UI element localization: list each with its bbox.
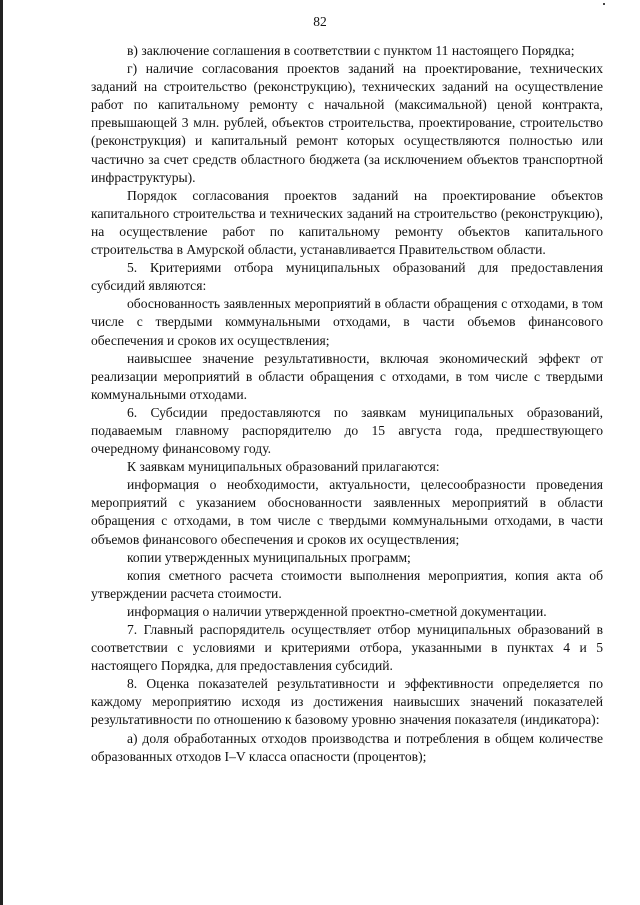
paragraph-item-g: г) наличие согласования проектов заданий на проектирование, технических заданий на строительство (реконструкцию), технических заданий на осуществление работ по капитальному ремонту с начальной (максимальной) ценой контракта, превышающей 3 млн. рублей, объектов строительства, проектирование, строительство (реконструкция) и капитальный ремонт которых осуществляются полностью или частично за счет средств областного бюджета (за исключением объектов транспортной инфраструктуры). bbox=[91, 61, 603, 185]
paragraph-criterion-justification: обоснованность заявленных мероприятий в области обращения с отходами, в том числе с твердыми коммунальными отходами, в части объемов финансового обеспечения и сроков их осуществления; bbox=[91, 296, 603, 348]
page-number: 82 bbox=[313, 14, 327, 29]
paragraph-section-5: 5. Критериями отбора муниципальных образований для предоставления субсидий являются: bbox=[91, 260, 603, 294]
paragraph-approval-procedure: Порядок согласования проектов заданий на проектирование объектов капитального строительства и технических заданий на строительство (реконструкцию), на осуществление работ по капитальному ремонту объектов капитального строительства в Амурской области, устанавливается Правительством области. bbox=[91, 187, 603, 258]
paragraph-attachment-programs: копии утвержденных муниципальных программ; bbox=[127, 549, 411, 565]
paragraph-item-a: а) доля обработанных отходов производства и потребления в общем количестве образованных отходов I–V класса опасности (процентов); bbox=[91, 730, 603, 764]
paragraph-item-v: в) заключение соглашения в соответствии с пунктом 11 настоящего Порядка; bbox=[127, 43, 575, 58]
paragraph-section-6: 6. Субсидии предоставляются по заявкам муниципальных образований, подаваемым главному распорядителю до 15 августа года, предшествующего очередному финансовому году. bbox=[91, 404, 603, 457]
paragraph-attachments-intro: К заявкам муниципальных образований прилагаются: bbox=[127, 459, 440, 475]
paragraph-section-8: 8. Оценка показателей результативности и эффективности определяется по каждому мероприятию исходя из достижения наивысших значений показателей результативности по отношению к базовому уровню значения показателя (индикатора): bbox=[91, 676, 603, 728]
scan-speck bbox=[603, 3, 605, 5]
document-body bbox=[91, 42, 603, 766]
paragraph-attachment-estimate: копия сметного расчета стоимости выполнения мероприятия, копия акта об утверждении расчета стоимости. bbox=[91, 567, 603, 601]
scan-edge-mark bbox=[0, 0, 3, 905]
paragraph-attachment-design-docs: информация о наличии утвержденной проектно-сметной документации. bbox=[127, 603, 547, 619]
paragraph-section-7: 7. Главный распорядитель осуществляет отбор муниципальных образований в соответствии с условиями и критериями отбора, указанными в пунктах 4 и 5 настоящего Порядка, для предоставления субсидий. bbox=[91, 622, 603, 674]
paragraph-criterion-effectiveness: наивысшее значение результативности, включая экономический эффект от реализации мероприятий в области обращения с отходами, в том числе с твердыми коммунальными отходами. bbox=[91, 350, 603, 402]
paragraph-attachment-information: информация о необходимости, актуальности, целесообразности проведения мероприятий с указанием обоснованности заявленных мероприятий в области обращения с отходами, в том числе с твердыми коммунальными отходами, в части объемов финансового обеспечения и сроков их осуществления; bbox=[91, 477, 603, 547]
